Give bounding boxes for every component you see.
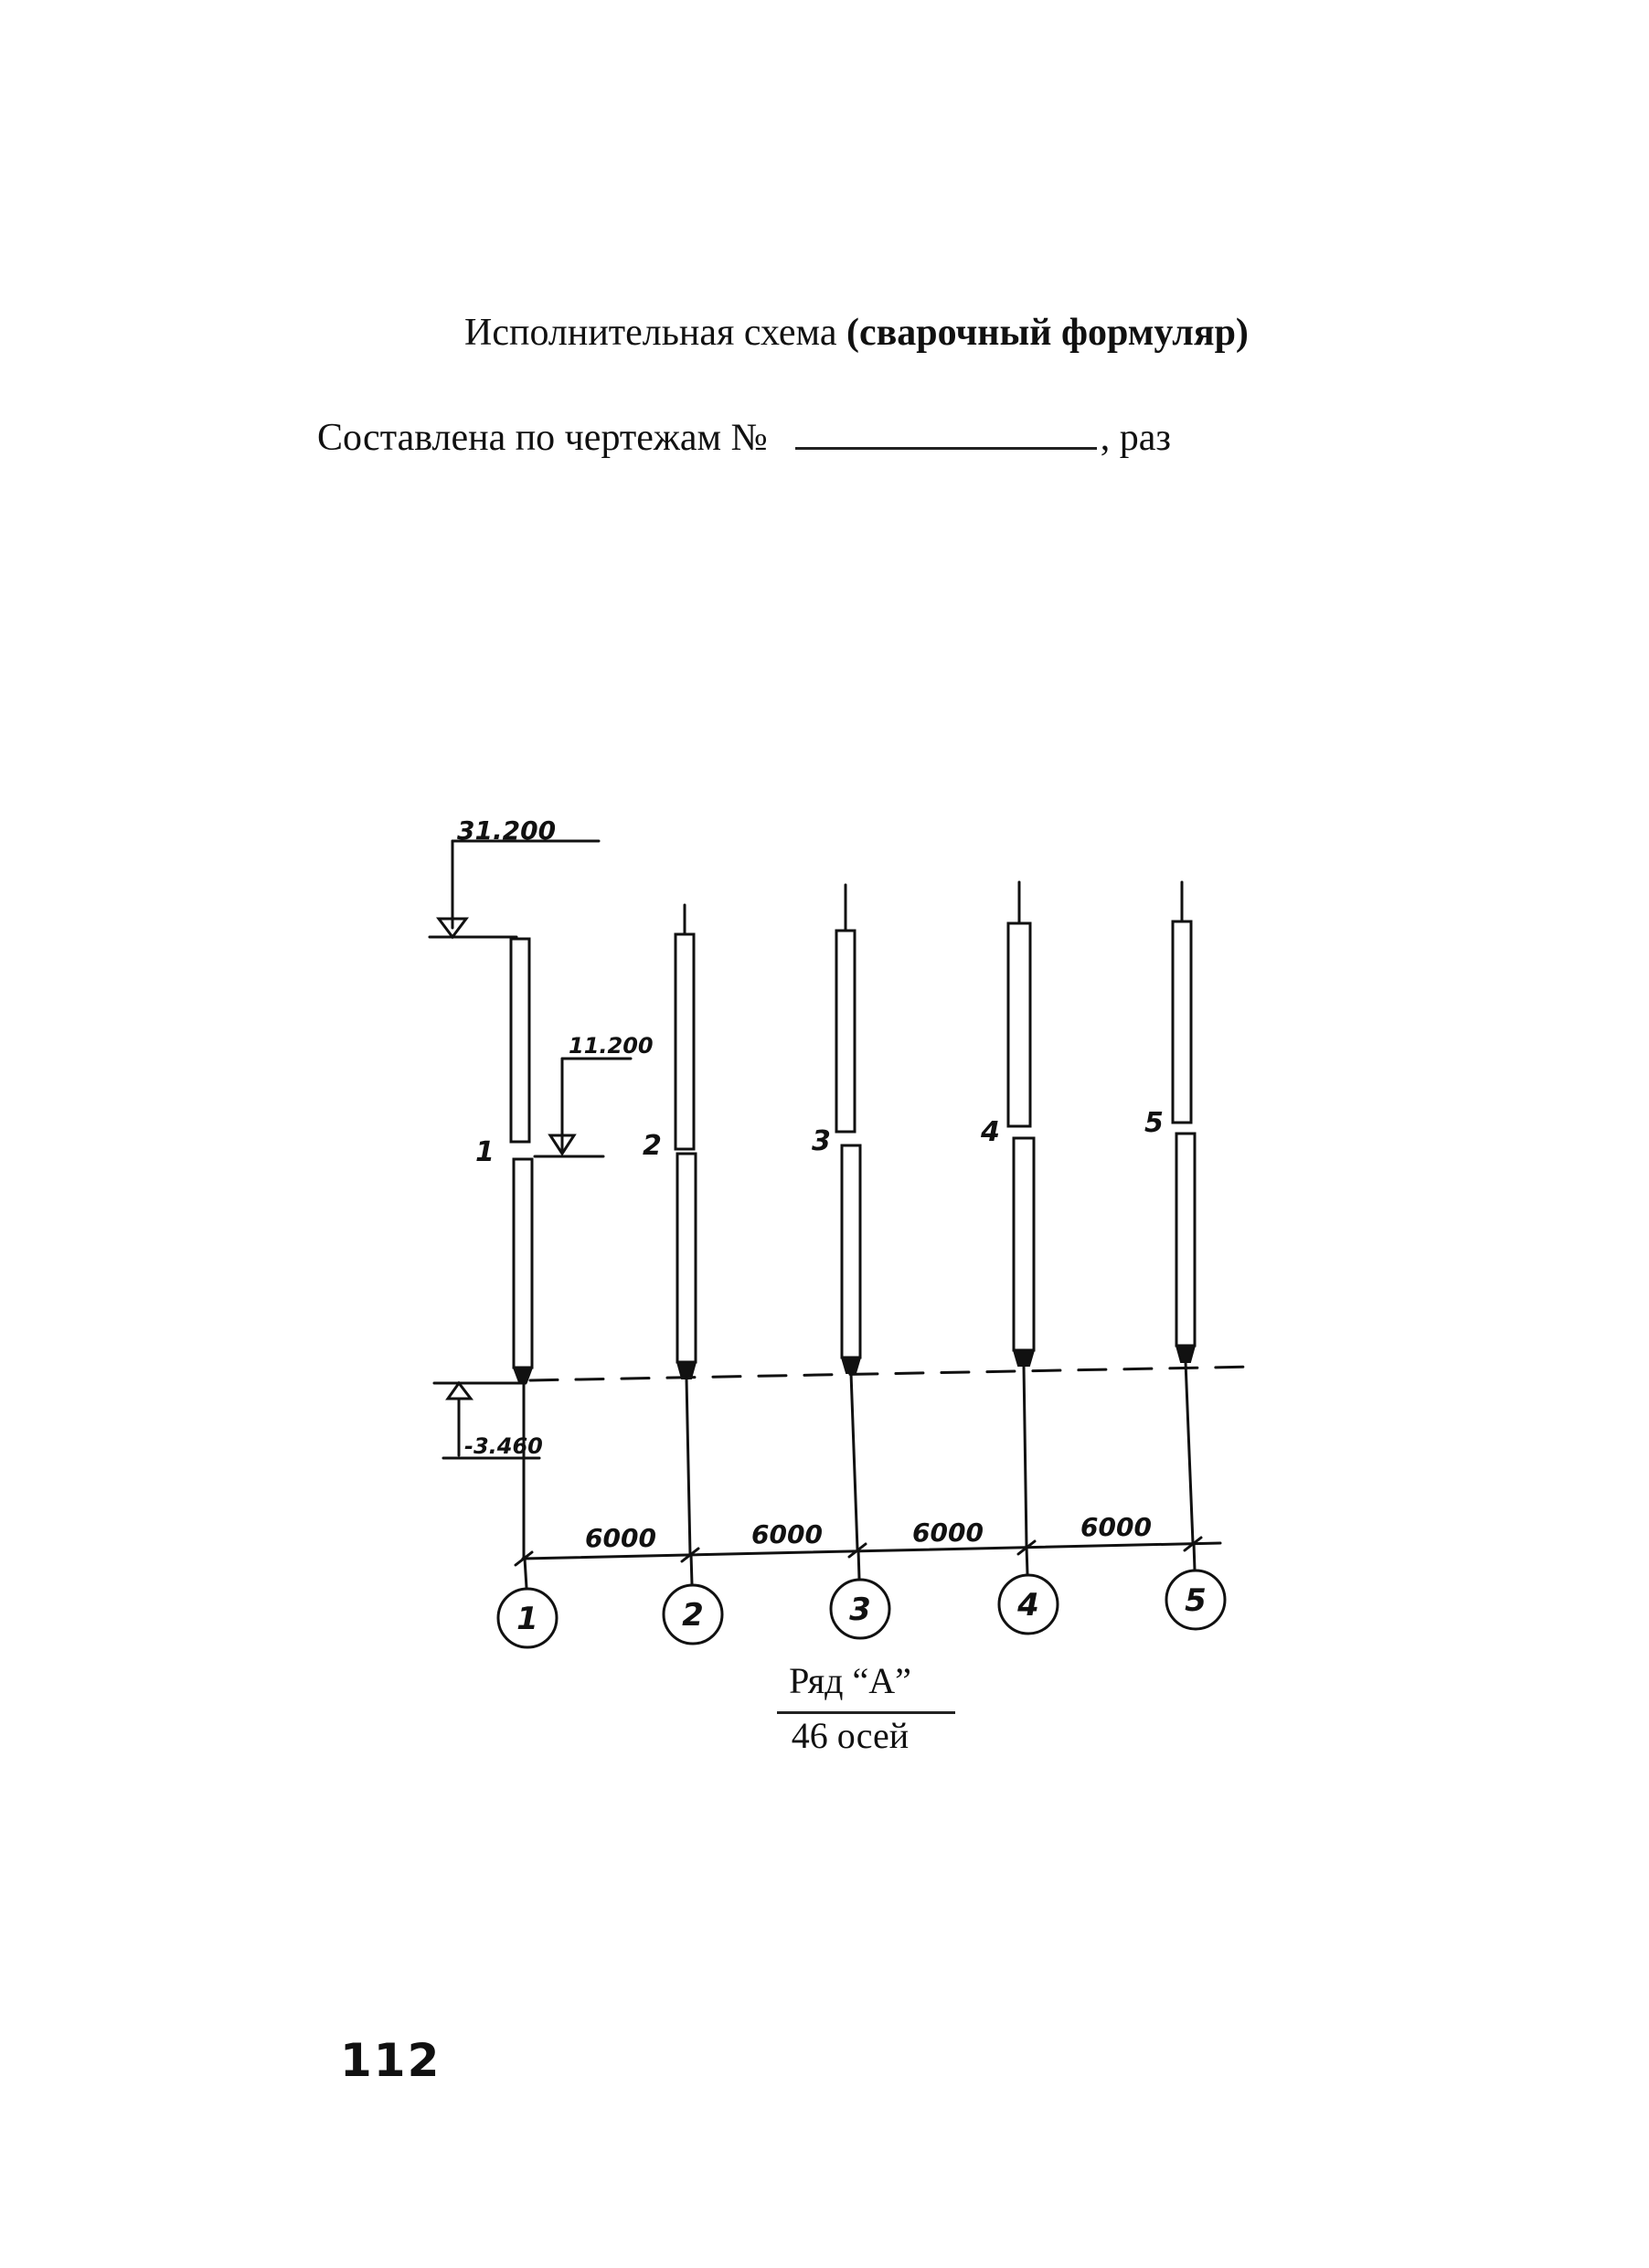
base-elevation-triangle-icon <box>448 1383 471 1399</box>
column-2 <box>643 905 698 1561</box>
column-2-label: 2 <box>643 1130 662 1162</box>
top-elevation-marker <box>430 815 599 937</box>
span-3-4-label: 6000 <box>912 1517 984 1548</box>
column-4 <box>980 882 1035 1554</box>
axis-bubble-4 <box>999 1547 1058 1634</box>
base-elevation-label: -3.460 <box>464 1433 543 1459</box>
row-caption: Ряд “А” <box>789 1660 911 1701</box>
compiled-prefix-text: Составлена по чертежам № <box>317 417 768 459</box>
axis-bubble-3 <box>831 1549 889 1638</box>
column-3-label: 3 <box>812 1125 831 1157</box>
axes-count-caption: 46 осей <box>791 1715 910 1756</box>
column-1 <box>475 939 532 1565</box>
axis-3-label: 3 <box>849 1592 871 1628</box>
axis-1-label: 1 <box>516 1601 538 1637</box>
axis-2-label: 2 <box>682 1597 704 1634</box>
column-1-label: 1 <box>475 1136 495 1168</box>
span-4-5-label: 6000 <box>1080 1512 1152 1542</box>
span-2-3-label: 6000 <box>751 1519 823 1549</box>
title-bold-text: (сварочный формуляр) <box>846 312 1249 354</box>
axis-bubble-1 <box>498 1559 557 1647</box>
mid-elevation-label: 11.200 <box>569 1033 654 1059</box>
compiled-suffix-text: , раз <box>1100 417 1171 459</box>
column-3 <box>812 885 866 1557</box>
axis-5-label: 5 <box>1185 1582 1207 1619</box>
top-elevation-label: 31.200 <box>457 815 557 846</box>
span-1-2-label: 6000 <box>585 1523 656 1553</box>
column-5-label: 5 <box>1144 1107 1164 1139</box>
axis-4-label: 4 <box>1017 1587 1039 1624</box>
axis-bubble-2 <box>664 1554 722 1644</box>
base-elevation-marker <box>434 1383 543 1459</box>
axis-bubble-5 <box>1166 1543 1225 1629</box>
page-number: 112 <box>340 2034 442 2087</box>
column-5 <box>1144 882 1201 1550</box>
mid-elevation-marker <box>535 1033 654 1156</box>
column-4-label: 4 <box>981 1116 1000 1148</box>
title-regular-text: Исполнительная схема <box>464 312 837 354</box>
base-level-dashed-line <box>530 1367 1257 1380</box>
